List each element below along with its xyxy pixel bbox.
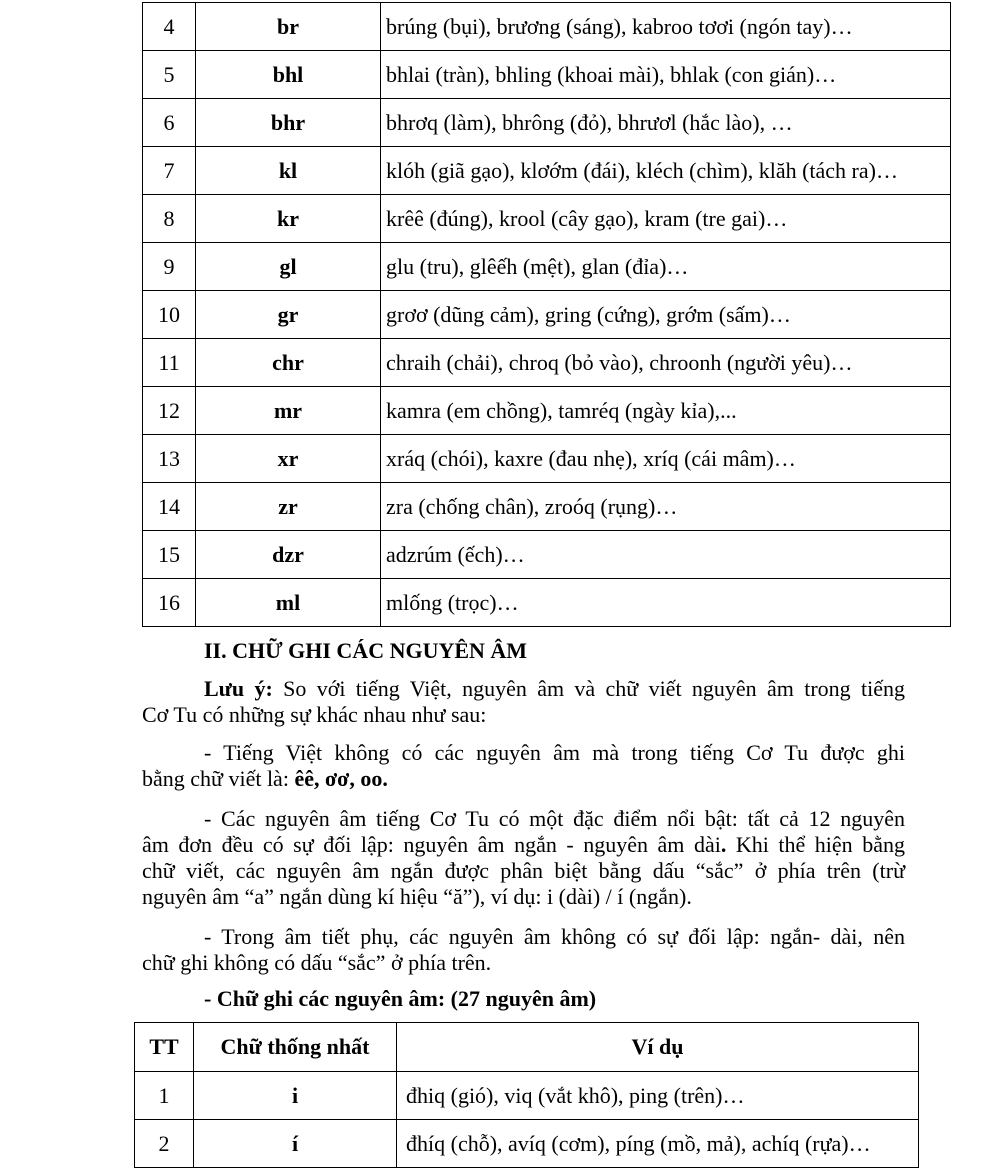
cell-vidu: đhiq (gió), viq (vắt khô), ping (trên)… <box>397 1072 919 1120</box>
table-row <box>143 243 951 291</box>
paragraph-3: - Trong âm tiết phụ, các nguyên âm không có sự đối lập: ngắn- dài, nên chữ ghi không có dấu “sắc” ở phía trên. <box>142 924 905 975</box>
cell-chu: í <box>194 1120 397 1168</box>
cell-tt: 1 <box>135 1072 194 1120</box>
cell-chu: bhl <box>196 51 381 99</box>
cell-chu: ml <box>196 579 381 627</box>
header-tt: TT <box>135 1023 194 1072</box>
cell-tt: 16 <box>143 579 196 627</box>
cell-chu: chr <box>196 339 381 387</box>
table-row <box>143 339 951 387</box>
table-row <box>143 3 951 51</box>
paragraph-1: - Tiếng Việt không có các nguyên âm mà trong tiếng Cơ Tu được ghi bằng chữ viết là: êê, ơơ, oo. <box>142 740 905 791</box>
cell-tt: 2 <box>135 1120 194 1168</box>
cell-chu: bhr <box>196 99 381 147</box>
cell-vidu: đhíq (chỗ), avíq (cơm), píng (mồ, mả), achíq (rựa)… <box>397 1120 919 1168</box>
cell-tt: 13 <box>143 435 196 483</box>
cell-chu: mr <box>196 387 381 435</box>
paragraph-2: - Các nguyên âm tiếng Cơ Tu có một đặc điểm nổi bật: tất cả 12 nguyên âm đơn đều có sự đối lập: nguyên âm ngắn - nguyên âm dài. Khi thể hiện bằng chữ viết, các nguyên âm ngắn được phân biệt bằng dấu “sắc” ở phía trên (trừ nguyên âm “a” ngắn dùng kí hiệu “ă”), ví dụ: i (dài) / í (ngắn). <box>142 806 905 909</box>
cell-vidu: chraih (chải), chroq (bỏ vào), chroonh (người yêu)… <box>381 339 951 387</box>
table-row <box>143 291 951 339</box>
table-row <box>143 579 951 627</box>
table-row <box>143 435 951 483</box>
cell-tt: 14 <box>143 483 196 531</box>
cell-chu: kl <box>196 147 381 195</box>
cell-tt: 8 <box>143 195 196 243</box>
table-row <box>143 51 951 99</box>
cell-tt: 7 <box>143 147 196 195</box>
cell-tt: 9 <box>143 243 196 291</box>
cell-chu: gr <box>196 291 381 339</box>
cell-vidu: mlống (trọc)… <box>381 579 951 627</box>
cell-tt: 5 <box>143 51 196 99</box>
cell-chu: gl <box>196 243 381 291</box>
cell-chu: dzr <box>196 531 381 579</box>
table-row <box>143 387 951 435</box>
cell-vidu: krêê (đúng), krool (cây gạo), kram (tre gai)… <box>381 195 951 243</box>
cell-vidu: bhlai (tràn), bhling (khoai mài), bhlak (con gián)… <box>381 51 951 99</box>
cell-chu: xr <box>196 435 381 483</box>
cell-chu: zr <box>196 483 381 531</box>
header-chu: Chữ thống nhất <box>194 1023 397 1072</box>
cell-tt: 6 <box>143 99 196 147</box>
cell-vidu: xráq (chói), kaxre (đau nhẹ), xríq (cái mâm)… <box>381 435 951 483</box>
table-row <box>143 531 951 579</box>
cell-chu: kr <box>196 195 381 243</box>
cell-vidu: zra (chống chân), zroóq (rụng)… <box>381 483 951 531</box>
consonant-table <box>142 2 951 627</box>
note-label: Lưu ý: <box>204 676 273 701</box>
cell-tt: 15 <box>143 531 196 579</box>
cell-tt: 10 <box>143 291 196 339</box>
cell-tt: 4 <box>143 3 196 51</box>
cell-tt: 12 <box>143 387 196 435</box>
cell-vidu: kamra (em chồng), tamréq (ngày kỉa),... <box>381 387 951 435</box>
table-row <box>143 483 951 531</box>
cell-vidu: klóh (giã gạo), klơớm (đái), kléch (chìm), klăh (tách ra)… <box>381 147 951 195</box>
vowel-table-header-row <box>135 1023 919 1072</box>
header-vidu: Ví dụ <box>397 1023 919 1072</box>
note-paragraph: Lưu ý: So với tiếng Việt, nguyên âm và chữ viết nguyên âm trong tiếng Cơ Tu có những sự khác nhau như sau: <box>142 676 905 727</box>
cell-vidu: bhrơq (làm), bhrông (đỏ), bhrươl (hắc lào), … <box>381 99 951 147</box>
cell-chu: br <box>196 3 381 51</box>
cell-vidu: glu (tru), glêếh (mệt), glan (đỉa)… <box>381 243 951 291</box>
cell-vidu: brúng (bụi), brương (sáng), kabroo tơơi (ngón tay)… <box>381 3 951 51</box>
cell-chu: i <box>194 1072 397 1120</box>
table-row <box>135 1072 919 1120</box>
table-row <box>143 99 951 147</box>
table-row <box>143 147 951 195</box>
cell-vidu: adzrúm (ếch)… <box>381 531 951 579</box>
table-row <box>135 1120 919 1168</box>
cell-vidu: grơơ (dũng cảm), gring (cứng), grớm (sấm)… <box>381 291 951 339</box>
table-row <box>143 195 951 243</box>
section-heading: II. CHỮ GHI CÁC NGUYÊN ÂM <box>204 638 528 663</box>
vowel-subheading: - Chữ ghi các nguyên âm: (27 nguyên âm) <box>204 986 597 1011</box>
cell-tt: 11 <box>143 339 196 387</box>
vowel-table <box>134 1022 919 1168</box>
